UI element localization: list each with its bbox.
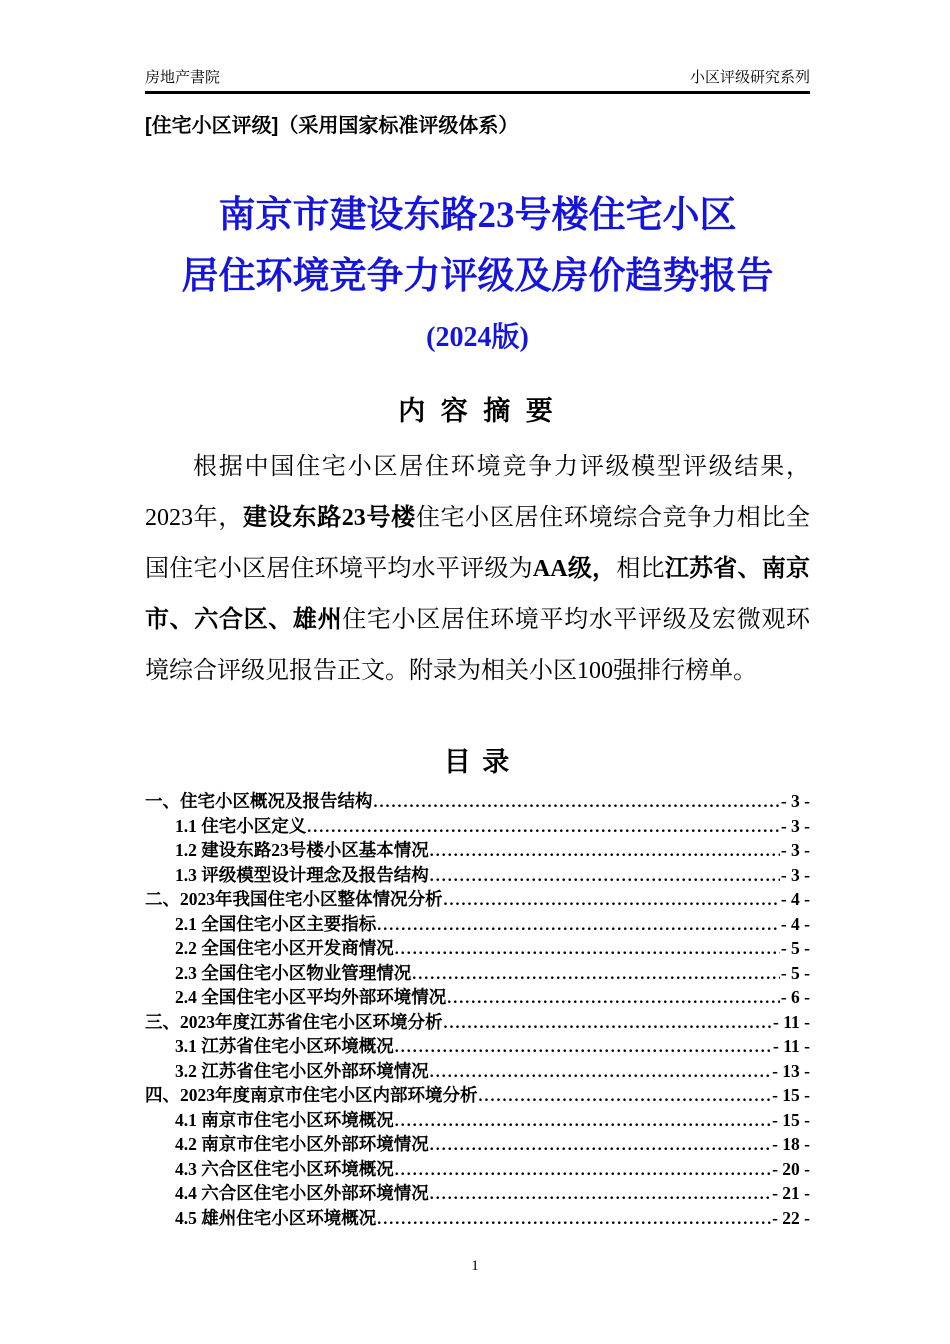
toc-entry [145, 814, 810, 839]
abstract-bold-segment: AA级， [532, 556, 617, 582]
toc-entry-label: 4.1 南京市住宅小区环境概况 [175, 1109, 394, 1130]
toc-entry-label: 1.1 住宅小区定义 [175, 815, 307, 836]
toc-entry-page: - 3 - [780, 864, 810, 885]
toc-entry [145, 1108, 810, 1133]
toc-entry-page: - 5 - [780, 938, 810, 958]
doc-tag-line: [住宅小区评级]（采用国家标准评级体系） [145, 115, 519, 137]
toc-entry-label: 3.1 江苏省住宅小区环境概况 [175, 1036, 394, 1056]
toc-entry-page: - 6 - [780, 987, 810, 1007]
abstract-text-segment: 相比 [616, 556, 665, 582]
toc-entry-page: - 3 - [780, 815, 810, 836]
toc-entry-page: - 15 - [772, 1085, 810, 1105]
toc-entry-page: - 4 - [780, 889, 810, 909]
toc-entry [145, 838, 810, 863]
toc-entry-label: 3.2 江苏省住宅小区外部环境情况 [175, 1060, 429, 1081]
toc-entry-label: 三、2023年度江苏省住宅小区环境分析 [145, 1011, 443, 1032]
toc-entry-page: - 13 - [772, 1060, 810, 1081]
toc-dot-leader [377, 914, 780, 939]
toc-entry [145, 1206, 810, 1231]
toc-dot-leader [444, 889, 780, 914]
report-title-line1: 南京市建设东路23号楼住宅小区 [218, 195, 737, 236]
toc-entry [145, 1034, 810, 1059]
toc-entry [145, 1132, 810, 1157]
toc-entry [145, 1010, 810, 1035]
page-number: 1 [471, 1258, 479, 1274]
abstract-bold-segment: 江苏省、南京市、六合区、雄州 [145, 556, 811, 633]
abstract-text-segment: 住宅小区居住环境平均水平评级及宏微观环境综合评级见报告正文。附录为相关小区100强排行榜单。 [145, 607, 811, 684]
toc-entry-label: 4.3 六合区住宅小区环境概况 [175, 1158, 394, 1179]
toc-entry-label: 一、住宅小区概况及报告结构 [145, 791, 373, 811]
toc-dot-leader [447, 987, 780, 1012]
toc-dot-leader [430, 1061, 771, 1086]
toc-entry-page: - 20 - [772, 1158, 810, 1179]
abstract-heading: 内 容 摘 要 [398, 396, 557, 426]
toc-entry [145, 789, 810, 814]
abstract-bold-segment: 建设东路23号楼 [243, 505, 416, 531]
toc-entry-label: 4.4 六合区住宅小区外部环境情况 [175, 1183, 429, 1203]
toc-dot-leader [412, 963, 780, 988]
toc-dot-leader [395, 1159, 771, 1184]
header-right-text: 小区评级研究系列 [689, 69, 810, 86]
header-left-text: 房地产書院 [145, 69, 221, 86]
toc-entry [145, 985, 810, 1010]
toc-dot-leader [395, 1036, 772, 1061]
toc-heading: 目 录 [443, 747, 512, 777]
abstract-text-segment: 住宅小区居住环境综合竞争力相比全国住宅小区居住环境平均水平评级为 [145, 505, 811, 582]
toc-dot-leader [430, 1183, 771, 1208]
toc-entry-label: 2.2 全国住宅小区开发商情况 [175, 938, 394, 958]
toc-dot-leader [395, 1110, 771, 1135]
toc-dot-leader [395, 938, 780, 963]
toc-entry-page: - 18 - [772, 1134, 810, 1154]
toc-entry [145, 961, 810, 986]
toc-entry-page: - 3 - [780, 840, 810, 860]
report-title-line2: 居住环境竞争力评级及房价趋势报告 [181, 256, 774, 297]
toc-entry [145, 863, 810, 888]
toc-entry-label: 4.2 南京市住宅小区外部环境情况 [175, 1134, 429, 1154]
toc-entry [145, 1083, 810, 1108]
table-of-contents [145, 789, 810, 1230]
toc-entry-label: 2.3 全国住宅小区物业管理情况 [175, 962, 412, 983]
toc-entry [145, 1157, 810, 1182]
toc-dot-leader [377, 1208, 771, 1233]
running-header [145, 68, 810, 94]
toc-entry-page: - 11 - [773, 1011, 810, 1032]
toc-dot-leader [430, 865, 780, 890]
toc-entry-page: - 15 - [772, 1109, 810, 1130]
toc-entry-page: - 21 - [772, 1183, 810, 1203]
toc-dot-leader [307, 816, 780, 841]
toc-entry-page: - 4 - [780, 913, 810, 934]
toc-dot-leader [430, 1134, 771, 1159]
toc-dot-leader [430, 840, 780, 865]
toc-entry [145, 912, 810, 937]
toc-entry-page: - 22 - [772, 1207, 810, 1228]
abstract-paragraph [145, 442, 810, 697]
toc-dot-leader [444, 1012, 773, 1037]
toc-dot-leader [374, 791, 780, 816]
toc-entry [145, 936, 810, 961]
toc-entry [145, 887, 810, 912]
toc-entry-label: 2.1 全国住宅小区主要指标 [175, 913, 377, 934]
abstract-text-segment: 根据中国住宅小区居住环境竞争力评级模型评级结果，2023年， [145, 454, 810, 531]
report-edition: (2024版) [426, 322, 529, 353]
toc-entry-page: - 5 - [780, 962, 810, 983]
toc-entry [145, 1059, 810, 1084]
toc-dot-leader [479, 1085, 772, 1110]
report-title-block [145, 185, 810, 359]
toc-entry-label: 2.4 全国住宅小区平均外部环境情况 [175, 987, 447, 1007]
toc-entry-label: 4.5 雄州住宅小区环境概况 [175, 1207, 377, 1228]
toc-entry [145, 1181, 810, 1206]
toc-entry-page: - 11 - [773, 1036, 810, 1056]
toc-entry-label: 1.2 建设东路23号楼小区基本情况 [175, 840, 429, 860]
toc-entry-label: 四、2023年度南京市住宅小区内部环境分析 [145, 1085, 478, 1105]
toc-entry-label: 二、2023年我国住宅小区整体情况分析 [145, 889, 443, 909]
toc-entry-page: - 3 - [780, 791, 810, 811]
page-footer [0, 1258, 950, 1275]
toc-entry-label: 1.3 评级模型设计理念及报告结构 [175, 864, 429, 885]
